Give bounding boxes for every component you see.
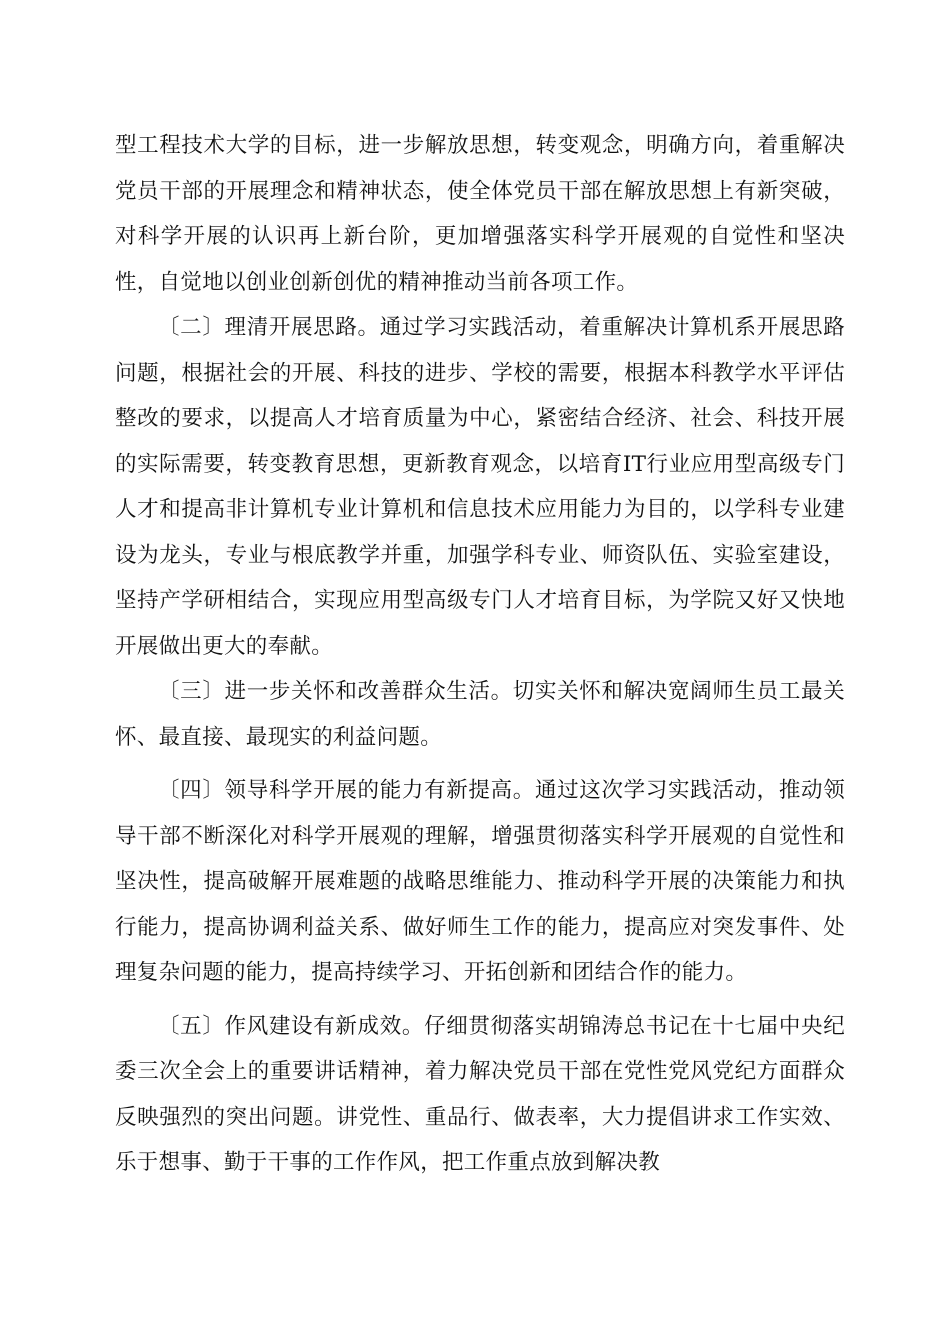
- paragraph-section-5: 〔五〕作风建设有新成效。仔细贯彻落实胡锦涛总书记在十七届中央纪委三次全会上的重要讲话精神，着力解决党员干部在党性党风党纪方面群众反映强烈的突出问题。讲党性、重品行、做表率，大力提倡讲求工作实效、乐于想事、勤于干事的工作作风，把工作重点放到解决教: [115, 1013, 845, 1175]
- paragraph-section-3: 〔三〕进一步关怀和改善群众生活。切实关怀和解决宽阔师生员工最关怀、最直接、最现实的利益问题。: [115, 679, 845, 750]
- paragraph-section-4: 〔四〕领导科学开展的能力有新提高。通过这次学习实践活动，推动领导干部不断深化对科学开展观的理解，增强贯彻落实科学开展观的自觉性和坚决性，提高破解开展难题的战略思维能力、推动科学开展的决策能力和执行能力，提高协调利益关系、做好师生工作的能力，提高应对突发事件、处理复杂问题的能力，提高持续学习、开拓创新和团结合作的能力。: [115, 778, 845, 985]
- paragraph-continued-goal: 型工程技术大学的目标，进一步解放思想，转变观念，明确方向，着重解决党员干部的开展理念和精神状态，使全体党员干部在解放思想上有新突破，对科学开展的认识再上新台阶，更加增强落实科学开展观的自觉性和坚决性，自觉地以创业创新创优的精神推动当前各项工作。: [115, 133, 845, 295]
- paragraph-section-2: 〔二〕理清开展思路。通过学习实践活动，着重解决计算机系开展思路问题，根据社会的开展、科技的进步、学校的需要，根据本科教学水平评估整改的要求，以提高人才培育质量为中心，紧密结合经济、社会、科技开展的实际需要，转变教育思想，更新教育观念，以培育IT行业应用型高级专门人才和提高非计算机专业计算机和信息技术应用能力为目的，以学科专业建设为龙头，专业与根底教学并重，加强学科专业、师资队伍、实验室建设，坚持产学研相结合，实现应用型高级专门人才培育目标，为学院又好又快地开展做出更大的奉献。: [115, 315, 845, 659]
- body-text: [115, 123, 845, 1186]
